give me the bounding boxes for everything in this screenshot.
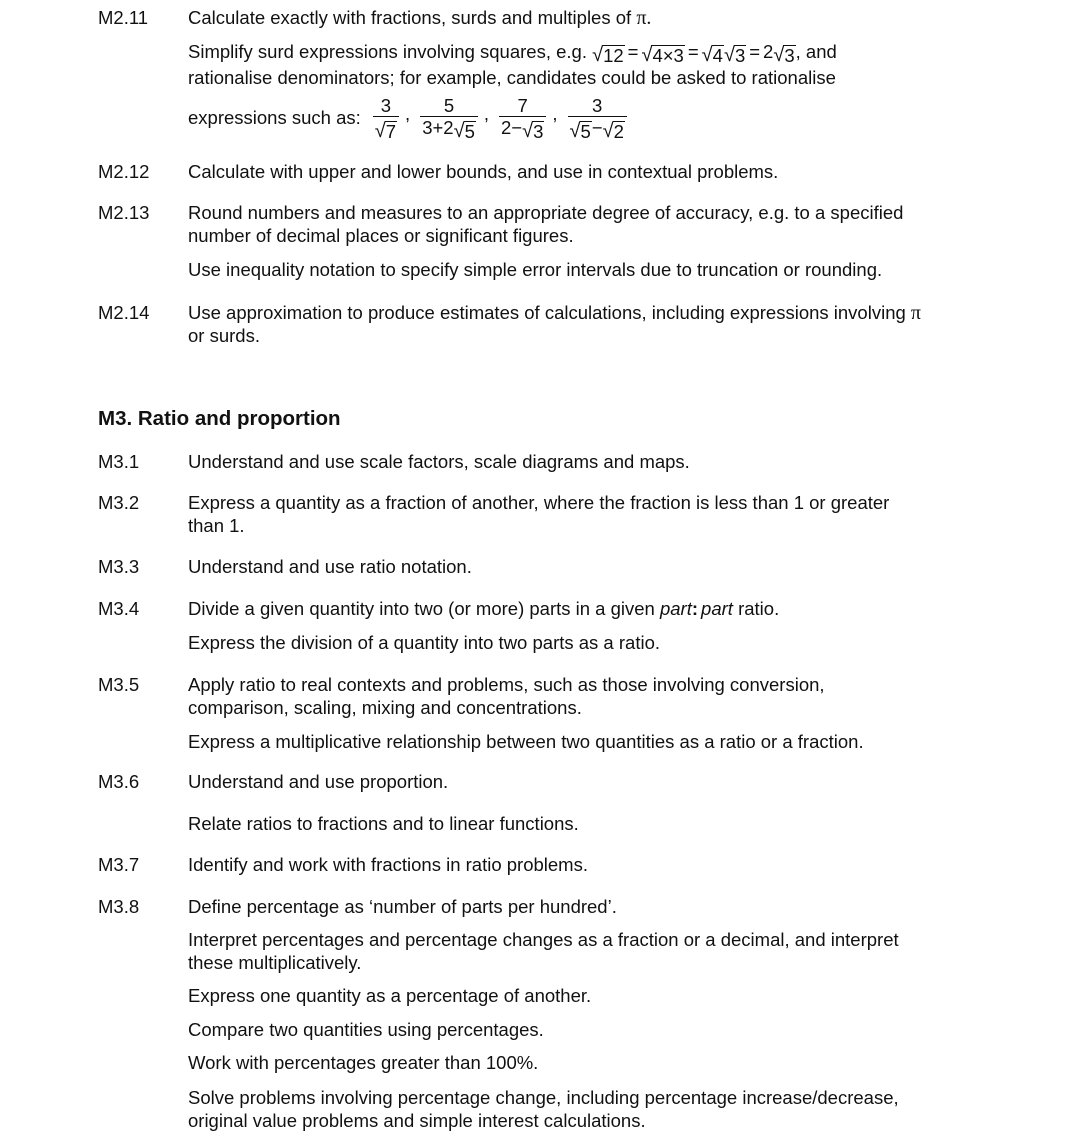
item-text: Express the division of a quantity into two parts as a ratio. — [188, 632, 660, 653]
item-text: these multiplicatively. — [188, 952, 362, 973]
surd-example-line: Simplify surd expressions involving squares, e.g. √ 12 = √ 4×3 = √ 4 √ 3 = 2 √ 3 , and — [188, 41, 837, 66]
item-text: Apply ratio to real contexts and problems, such as those involving conversion, — [188, 674, 825, 695]
item-text: Interpret percentages and percentage changes as a fraction or a decimal, and interpret — [188, 929, 899, 950]
fraction: 3 √ 5 − √ 2 — [568, 96, 627, 141]
fraction: 7 2− √ 3 — [499, 96, 546, 141]
item-code: M3.7 — [98, 854, 140, 875]
item-text: comparison, scaling, mixing and concentrations. — [188, 697, 582, 718]
item-text: rationalise denominators; for example, candidates could be asked to rationalise — [188, 67, 836, 88]
item-text: Work with percentages greater than 100%. — [188, 1052, 539, 1073]
item-text: Divide a given quantity into two (or more) parts in a given part: part ratio. — [188, 598, 780, 619]
item-code: M2.14 — [98, 302, 150, 323]
item-text: original value problems and simple interest calculations. — [188, 1110, 646, 1131]
item-text: Calculate exactly with fractions, surds and multiples of π. — [188, 7, 652, 29]
item-text: or surds. — [188, 325, 260, 346]
fraction: 3 √ 7 — [373, 96, 399, 141]
item-text: than 1. — [188, 515, 245, 536]
item-code: M3.1 — [98, 451, 140, 472]
item-text: Relate ratios to fractions and to linear functions. — [188, 813, 579, 834]
sqrt-3: √ 3 — [773, 44, 795, 66]
section-heading: M3. Ratio and proportion — [98, 407, 341, 430]
item-text: Define percentage as ‘number of parts per hundred’. — [188, 896, 617, 917]
fraction: 5 3+2 √ 5 — [420, 96, 478, 141]
item-code: M3.4 — [98, 598, 140, 619]
item-text: Compare two quantities using percentages. — [188, 1019, 544, 1040]
item-text: Understand and use scale factors, scale diagrams and maps. — [188, 451, 690, 472]
item-text: Calculate with upper and lower bounds, and use in contextual problems. — [188, 161, 779, 182]
item-code: M2.11 — [98, 7, 149, 28]
item-text: Round numbers and measures to an appropriate degree of accuracy, e.g. to a specified — [188, 202, 904, 223]
item-text: Understand and use proportion. — [188, 771, 449, 792]
rationalise-expressions: expressions such as: 3 √ 7 , 5 3+2 √ 5 , 7 2− √ 3 , 3 √ 5 − √ 2 — [188, 90, 629, 146]
item-text: Solve problems involving percentage change, including percentage increase/decrease, — [188, 1087, 899, 1108]
item-text: Use approximation to produce estimates of calculations, including expressions involving π — [188, 302, 922, 324]
item-text: Identify and work with fractions in ratio problems. — [188, 854, 588, 875]
item-text: Understand and use ratio notation. — [188, 556, 472, 577]
item-code: M3.8 — [98, 896, 140, 917]
item-code: M3.3 — [98, 556, 140, 577]
sqrt-4: √ 4 — [701, 44, 723, 66]
item-text: number of decimal places or significant figures. — [188, 225, 574, 246]
item-text: Use inequality notation to specify simple error intervals due to truncation or rounding. — [188, 259, 883, 280]
sqrt-3: √ 3 — [723, 44, 746, 66]
item-code: M3.6 — [98, 771, 140, 792]
item-text: Express a quantity as a fraction of another, where the fraction is less than 1 or greater — [188, 492, 890, 513]
item-text: Express one quantity as a percentage of another. — [188, 985, 592, 1006]
item-text: Express a multiplicative relationship between two quantities as a ratio or a fraction. — [188, 731, 864, 752]
item-code: M3.5 — [98, 674, 140, 695]
item-code: M2.13 — [98, 202, 150, 223]
item-code: M3.2 — [98, 492, 140, 513]
sqrt-12: √ 12 — [592, 44, 624, 66]
sqrt-4x3: √ 4×3 — [641, 44, 684, 66]
item-code: M2.12 — [98, 161, 150, 182]
